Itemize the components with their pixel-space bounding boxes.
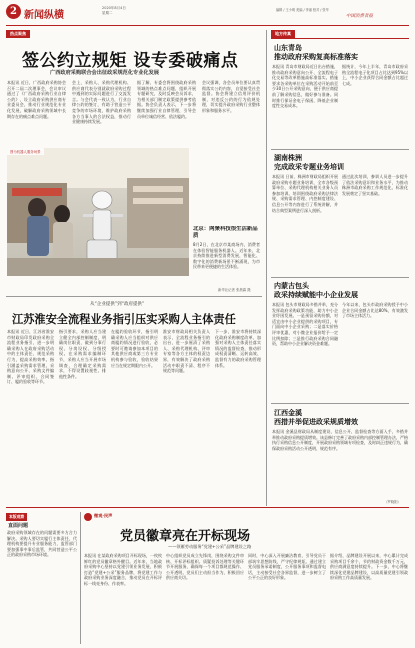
story2-headline: 江苏淮安全流程业务指引压实采购人主体责任 xyxy=(12,312,236,326)
bottom-col3: 同时，中心深入开展廉洁教育，引导党员干部筑牢思想防线，严守纪律规矩。通过建立党员服务承诺制度，公开服务事项和监督电话，主动接受社会各界监督，进一步树立了公平公正的良好形象。 xyxy=(248,553,326,581)
issue-date: 2020年8月4日 xyxy=(102,6,126,10)
right2-title-line2: 完成政采专题业务培训 xyxy=(274,162,344,171)
bottom-col4: 据介绍，品牌建设开展以来，中心累计完成采购项目千余个，节约财政资金数千万元，供应商满意度持续提升。下一步，中心将继续深化党建品牌建设，以高质量党建引领政府采购工作高质量发展。 xyxy=(330,553,408,581)
right2-title-line1: 湖南株洲 xyxy=(274,153,302,162)
story1-headline: 签公约立规矩 设专委破痛点 xyxy=(22,51,239,71)
right4-credit: （罗晓阳） xyxy=(384,500,401,504)
story1-subtitle: 广西政府采购联合会出征政采规范化专业化发展 xyxy=(50,70,159,76)
bottom-left-body: 政府采购领域存在的问题需要多方合力解决。采购人要切实履行主体责任，代理机构要提升专业服务能力，监管部门要加强事中事后监管，共同营造公平公正的政府采购市场环境。 xyxy=(7,530,77,558)
photo-label-bar: 图为机器人服务场景 xyxy=(7,148,44,155)
photo-caption-title: 北京：网聚科技很生活新品质 xyxy=(193,226,258,239)
right2-divider xyxy=(271,277,409,278)
story2-col1: 本报讯 近日，江苏省淮安市财政局印发政府采购全流程业务指引，进一步明确采购人在政府采购活动中的主体责任，规范采购行为，提高采购效率。指引涵盖采购需求管理、采购意向公开、采购文件编制、评审组织、合同签订、履约验收等环节。 xyxy=(7,329,54,385)
photo-caption-body: 8月2日，在北京市某商场内，消费者在体验智能服务机器人。近年来，北京持续推进新型消费发展，智能化、数字化的消费新场景不断涌现，为市民带来更便捷的生活体验。 xyxy=(193,242,260,270)
right3-divider xyxy=(271,403,409,404)
bottom-section-rule xyxy=(6,507,409,508)
masthead-rule xyxy=(6,25,409,26)
right1-divider xyxy=(271,149,409,150)
paper-name: 中国消费者报 xyxy=(346,14,373,19)
story1-col2: 会上，采购人、采购代理机构、供应商代表分别就政府采购过程中遇到的实际问题进行了交流发言。与会代表一致认为，行业自律公约的签订，有助于营造公平竞争的市场环境，维护政府采购各方当事人的合法权益，推动行业健康持续发展。 xyxy=(72,80,131,125)
story2-kicker: 从“企业提供”到“政府提供” xyxy=(90,302,145,307)
right1-title-line1: 山东青岛 xyxy=(274,43,302,52)
bottom-main-tag: 微观·民声 xyxy=(94,513,113,518)
bottom-subtitle: ——领雁劳动服务“党建+公采”品牌建设之路 xyxy=(168,544,252,549)
page-number-badge: 2 xyxy=(6,4,21,19)
editor-credits: 编辑 / 王小明 美编 / 李丽 校对 / 张华 xyxy=(276,8,329,12)
right2-body-a: 本报讯 日前，株洲市财政局组织开展政府采购专题业务培训，全市各级预算单位、采购代理机构相关业务人员参加培训。培训围绕政府采购法律法规、采购需求管理、内控制度建设、信息公开等内容进行了系统讲解，并结合典型案例进行深入剖析。 xyxy=(272,174,338,213)
local-news-rule xyxy=(271,38,409,39)
bottom-headline: 党员徽章亮在开标现场 xyxy=(120,529,251,544)
masthead xyxy=(6,4,409,24)
right3-title-line2: 政采持续赋能中小企业发展 xyxy=(274,290,358,299)
right1-body-b: 据统计，今年上半年，青岛市政府采购全流程电子化项目占比达到95%以上，中小企业获得合同金额占比超过七成。 xyxy=(342,64,408,86)
top-story-tag: 热点聚焦 xyxy=(6,30,30,38)
party-emblem-icon xyxy=(84,513,92,521)
right4-title-line1: 江西金溪 xyxy=(274,408,302,417)
right3-body-a: 本报讯 包头市财政局多措并举，充分发挥政府采购政策功能，助力中小企业纾困发展。一是预留采购份额，对适宜由中小企业提供的采购项目，专门面向中小企业采购；二是落实价格评审优惠，对小微企业报价给予一定比例扣除；三是推行政府采购合同融资，帮助中小企业解决资金难题。 xyxy=(272,302,338,347)
story2-col4: 淮安市财政局相关负责人表示，全流程业务指引的出台，进一步厘清了采购人、采购代理机构、评审专家等各方主体的权责边界，有效解决了政府采购活动中职责不清、程序不规范等问题。 xyxy=(163,329,210,374)
right4-title-line2: 西措并举促进政采规质增效 xyxy=(274,417,358,426)
right4-body: 本报讯 金溪县财政局从制度建设、信息公开、监督检查等方面入手，多措并举推动政府采购提质增效。该县修订完善了政府采购内部控制管理办法，严格执行采购信息公开制度，开展政府采购领域专项检查，及时纠正违规行为，确保政府采购活动公开透明、规范有序。 xyxy=(272,429,408,451)
story2-col5: 下一步，淮安市将持续深化政府采购制度改革，加强对采购人主体责任落实情况的监督检查，推动形成权责清晰、运转高效、监督有力的政府采购管理体系。 xyxy=(215,329,261,368)
story2-col2: 指引要求，采购人应当建立健全内部控制制度，明确岗位职责，做到分事行权、分岗设权、分级授权。在采购需求编制环节，采购人应当开展市场调查，合理确定采购需求，不得设置歧视性、排他性条件。 xyxy=(59,329,106,379)
section-title: 新闻纵横 xyxy=(24,10,64,21)
bottom-left-tag: 本版观察 xyxy=(6,513,27,521)
column-divider xyxy=(266,30,267,506)
issue-weekday: 星期二 xyxy=(102,11,113,15)
robot-photo xyxy=(7,148,189,276)
right1-body-a: 本报讯 青岛市财政局近日出台措施，推动政府采购意向公开、全流程电子化交易等改革措施高标准落实。措施要求各采购单位在采购活动开始前至少30日公开采购意向，便于供应商提前了解采购信息，做好参与准备。同时推行保证金电子保函，降低企业制度性交易成本。 xyxy=(272,64,338,109)
story1-divider xyxy=(6,296,262,297)
story1-col3: 据了解，专委会将围绕政府采购领域的热点难点问题，组织开展专题研究，及时反映会员诉求，为相关部门制定政策提供参考依据。协会负责人表示，下一步将继续加强行业自律管理，引导会员单位诚信经营、依法履约。 xyxy=(137,80,196,119)
photo-credit: 新华社记者 张晨霖 摄 xyxy=(218,288,251,292)
story1-col1: 本报讯 近日，广西政府采购协会召开二届二次理事会，会议审议通过了《广西政府采购行业自律公约》，设立政府采购供应商专业委员会，推动行业规范化专业化发展，破解政府采购领域中长期存在的痛点难点问题。 xyxy=(7,80,66,119)
local-news-tag: 地方传真 xyxy=(271,30,295,38)
right2-body-b: 通过此次培训，参训人员进一步提升了依法采购意识和业务水平，为推动株洲市政府采购工作规范化、标准化发展奠定了坚实基础。 xyxy=(342,174,408,196)
bottom-col2: 中心组织党员成立先锋岗，围绕采购文件审核、开标评标组织、质疑投诉处理等关键环节开展服务，确保每一个项目都规范操作、公开透明。党员们主动担当作为，积极回应供应商关切。 xyxy=(166,553,244,581)
right1-title-line2: 推动政府采购复高标准落实 xyxy=(274,52,358,61)
right3-title-line1: 内蒙古包头 xyxy=(274,281,309,290)
bottom-left-title: 直面问题 xyxy=(8,523,29,529)
bottom-column-divider xyxy=(80,512,81,644)
story1-col4: 会议强调，各会员单位要认真贯彻落实公约内容，自觉接受社会监督。协会将建立信用评价机制，对违反公约的行为依规处理，切实提升政府采购行业整体形象和服务水平。 xyxy=(202,80,260,113)
right3-body-b: 今年以来，包头市政府采购授予中小企业合同金额占比达80%，有效激发了市场主体活力。 xyxy=(342,302,408,319)
story2-col3: 在履约验收环节，指引明确采购人应当组织对供应商履约情况进行验收，必要时可邀请参加本项目的其他供应商或第三方专业机构参与验收，验收结果应当在规定期限内公开。 xyxy=(111,329,158,368)
robot-photo-illustration xyxy=(7,148,189,276)
bottom-col1: 本报讯 在某政府采购项目开标现场，一枚枚鲜红的党员徽章格外醒目。近年来，当地政府采购中心坚持以党建引领业务发展，积极打造“党建+公采”服务品牌，将党建工作与政府采购业务深度融合，推动党员在开标评标一线亮身份、作表率。 xyxy=(84,553,162,586)
